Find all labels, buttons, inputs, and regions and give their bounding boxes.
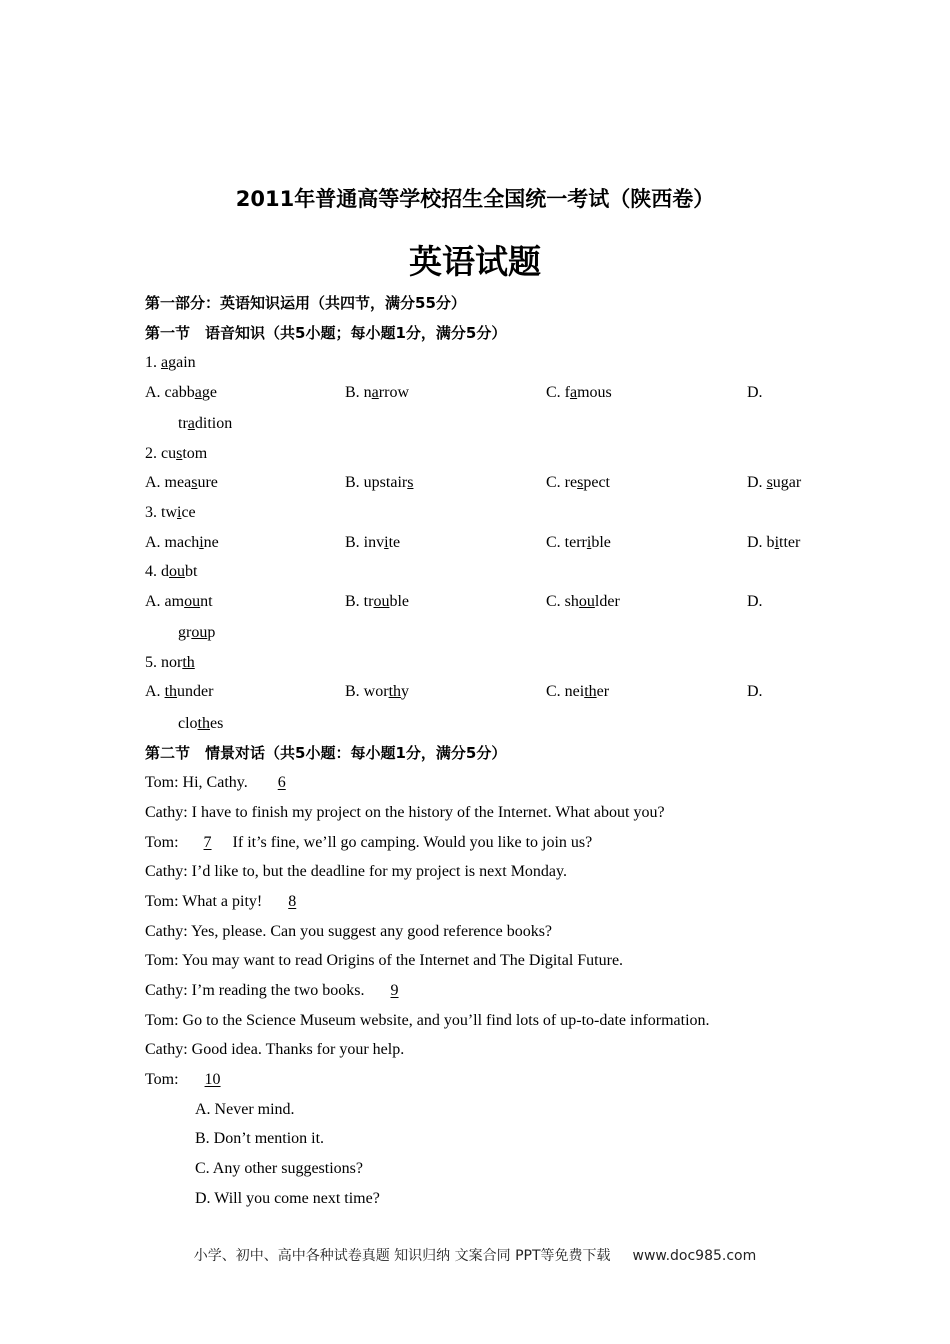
q4-option-b: B. trouble <box>345 593 409 610</box>
dialogue-line-1: Tom: Hi, Cathy. 6 <box>145 774 286 791</box>
section1-heading: 第一节 语音知识（共5小题；每小题1分，满分5分） <box>145 324 507 342</box>
choice-a: A. Never mind. <box>195 1101 295 1118</box>
q5-option-d-label: D. <box>747 683 763 700</box>
q1-option-c: C. famous <box>546 384 612 401</box>
q4-option-d: group <box>178 624 216 641</box>
dialogue-line-11: Tom: 10 <box>145 1071 221 1088</box>
q4-option-a: A. amount <box>145 593 213 610</box>
dialogue-line-3: Tom: 7 If it’s fine, we’ll go camping. Would you like to join us? <box>145 834 593 851</box>
exam-subtitle: 英语试题 <box>409 242 541 281</box>
q1-option-a: A. cabbage <box>145 384 217 401</box>
q5-option-b: B. worthy <box>345 683 410 700</box>
dialogue-line-6: Cathy: Yes, please. Can you suggest any good reference books? <box>145 923 553 940</box>
q3-option-d: D. bitter <box>747 534 801 551</box>
choice-d: D. Will you come next time? <box>195 1190 380 1207</box>
exam-title: 2011年普通高等学校招生全国统一考试（陕西卷） <box>235 187 715 211</box>
q1-option-d: tradition <box>178 415 233 432</box>
q5-option-a: A. thunder <box>145 683 214 700</box>
q4-option-c: C. shoulder <box>546 593 620 610</box>
dialogue-line-7: Tom: You may want to read Origins of the Internet and The Digital Future. <box>145 952 624 969</box>
q2-option-b: B. upstairs <box>345 474 414 491</box>
q3-option-a: A. machine <box>145 534 219 551</box>
dialogue-line-10: Cathy: Good idea. Thanks for your help. <box>145 1041 405 1058</box>
q2-option-c: C. respect <box>546 474 610 491</box>
question-5: 5. north <box>145 654 195 671</box>
question-1: 1. again <box>145 354 196 371</box>
q5-option-d: clothes <box>178 715 224 732</box>
q1-option-b: B. narrow <box>345 384 409 401</box>
dialogue-line-5: Tom: What a pity! 8 <box>145 893 297 910</box>
q1-option-d-label: D. <box>747 384 763 401</box>
choice-b: B. Don’t mention it. <box>195 1130 325 1147</box>
footer-text: 小学、初中、高中各种试卷真题 知识归纳 文案合同 PPT等免费下载 <box>193 1248 611 1264</box>
q2-option-a: A. measure <box>145 474 218 491</box>
section2-heading: 第二节 情景对话（共5小题：每小题1分，满分5分） <box>145 744 507 762</box>
dialogue-line-8: Cathy: I’m reading the two books. 9 <box>145 982 399 999</box>
question-2: 2. custom <box>145 445 208 462</box>
q3-option-b: B. invite <box>345 534 401 551</box>
q5-option-c: C. neither <box>546 683 610 700</box>
dialogue-line-2: Cathy: I have to finish my project on the history of the Internet. What about you? <box>145 804 665 821</box>
footer-url[interactable]: www.doc985.com <box>632 1248 757 1264</box>
q2-option-d: D. sugar <box>747 474 802 491</box>
question-4: 4. doubt <box>145 563 198 580</box>
part1-heading: 第一部分：英语知识运用（共四节，满分55分） <box>145 294 466 312</box>
q4-option-d-label: D. <box>747 593 763 610</box>
q3-option-c: C. terrible <box>546 534 611 551</box>
dialogue-line-4: Cathy: I’d like to, but the deadline for my project is next Monday. <box>145 863 567 880</box>
dialogue-line-9: Tom: Go to the Science Museum website, and you’ll find lots of up-to-date information. <box>145 1012 710 1029</box>
question-3: 3. twice <box>145 504 196 521</box>
page-footer <box>0 1245 950 1265</box>
choice-c: C. Any other suggestions? <box>195 1160 363 1177</box>
